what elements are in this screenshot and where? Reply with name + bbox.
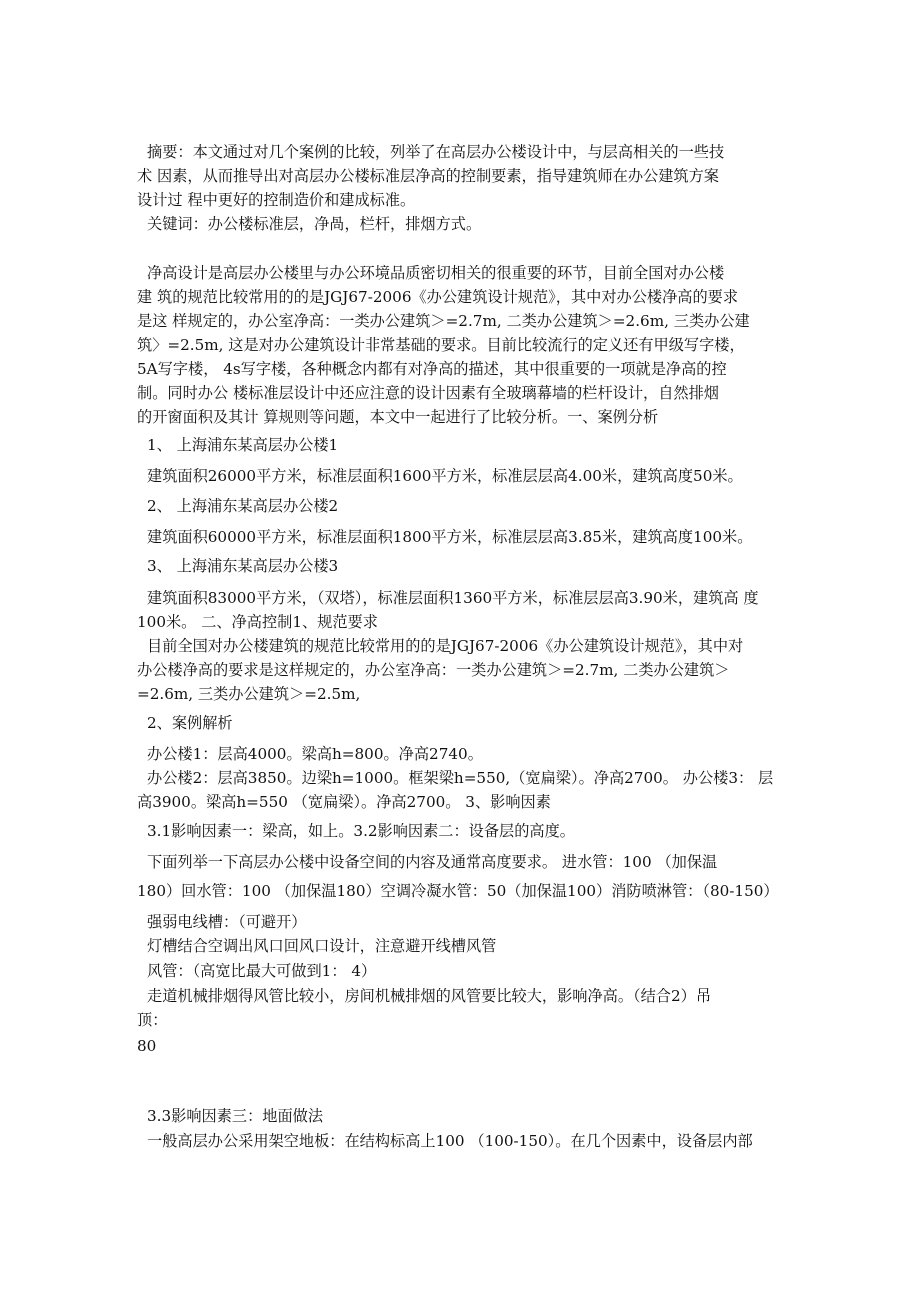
equipment-line: 180）回水管：100 （加保温180）空调冷凝水管：50（加保温100）消防喷淋管：（80-150） [137,882,779,900]
body-line: 5A写字楼， 4s写字楼，各种概念内都有对净高的描述，其中很重要的一项就是净高的控 [137,360,727,378]
case-analysis-line: 办公楼1：层高4000。梁高h=800。净高2740。 [147,745,483,763]
equipment-line: 强弱电线槽：（可避开） [147,913,307,931]
equipment-line: 灯槽结合空调出风口回风口设计，注意避开线槽风管 [147,937,497,955]
case-detail-3: 建筑面积83000平方米，（双塔），标准层面积1360平方米，标准层层高3.90米，建筑高 度 [147,589,759,607]
case-detail-2: 建筑面积60000平方米，标准层面积1800平方米，标准层层高3.85米，建筑高度100米。 [147,528,753,546]
body-line: 建 筑的规范比较常用的的是JGJ67-2006《办公建筑设计规范》，其中对办公楼净高的要求 [137,288,739,306]
case-heading-3: 3、 上海浦东某高层办公楼3 [147,557,339,575]
body-line: 目前全国对办公楼建筑的规范比较常用的的是JGJ67-2006《办公建筑设计规范》，其中对 [147,637,744,655]
equipment-line: 80 [137,1037,157,1055]
section-heading: 100米。 二、净高控制1、规范要求 [137,613,378,631]
case-analysis-line: 高3900。梁高h=550 （宽扁梁）。净高2700。 3、影响因素 [137,793,551,811]
abstract-line-3: 设计过 程中更好的控制造价和建成标准。 [137,191,416,209]
case-analysis-line: 办公楼2：层高3850。边梁h=1000。框架梁h=550,（宽扁梁）。净高2700。 办公楼3： 层 [147,769,774,787]
keywords-line: 关键词：办公楼标准层，净咼，栏杆，排烟方式。 [147,215,482,233]
section-heading: 3.3影响因素三：地面做法 [147,1107,324,1125]
body-line: 一般高层办公采用架空地板：在结构标高上100 （100-150）。在几个因素中，设备层内部 [147,1132,753,1150]
equipment-line: 顶： [137,1011,168,1029]
body-line: =2.6m, 三类办公建筑＞=2.5m, [137,685,361,703]
case-heading-1: 1、 上海浦东某高层办公楼1 [147,436,339,454]
abstract-line-2: 术 因素，从而推导出对高层办公楼标准层净高的控制要素，指导建筑师在办公建筑方案 [137,167,719,185]
factor-line: 3.1影响因素一：梁高，如上。3.2影响因素二：设备层的高度。 [147,822,575,840]
case-heading-2: 2、 上海浦东某高层办公楼2 [147,497,339,515]
case-detail-1: 建筑面积26000平方米，标准层面积1600平方米，标准层层高4.00米，建筑高度50米。 [147,467,743,485]
equipment-line: 走道机械排烟得风管比较小，房间机械排烟的风管要比较大，影响净高。（结合2）吊 [147,987,712,1005]
body-line: 办公楼净高的要求是这样规定的，办公室净高：一类办公建筑＞=2.7m, 二类办公建筑＞ [137,661,730,679]
equipment-line: 风管：（高宽比最大可做到1： 4） [147,962,377,980]
section-heading: 2、案例解析 [147,714,233,732]
body-line: 是这 样规定的，办公室净高：一类办公建筑＞=2.7m, 二类办公建筑＞=2.6m, 三类办公建 [137,312,750,330]
body-line: 筑〉=2.5m, 这是对办公建筑设计非常基础的要求。目前比较流行的定义还有甲级写字楼， [137,336,745,354]
abstract-line-1: 摘要：本文通过对几个案例的比较，列举了在高层办公楼设计中，与层高相关的一些技 [147,143,725,161]
body-line: 的开窗面积及其计 算规则等问题，本文中一起进行了比较分析。一、案例分析 [137,408,659,426]
body-line: 制。同时办公 楼标准层设计中还应注意的设计因素有全玻璃幕墙的栏杆设计，自然排烟 [137,384,719,402]
equipment-line: 下面列举一下高层办公楼中设备空间的内容及通常高度要求。 进水管：100 （加保温 [147,853,718,871]
body-line: 净高设计是高层办公楼里与办公环境品质密切相关的很重要的环节，目前全国对办公楼 [147,264,725,282]
